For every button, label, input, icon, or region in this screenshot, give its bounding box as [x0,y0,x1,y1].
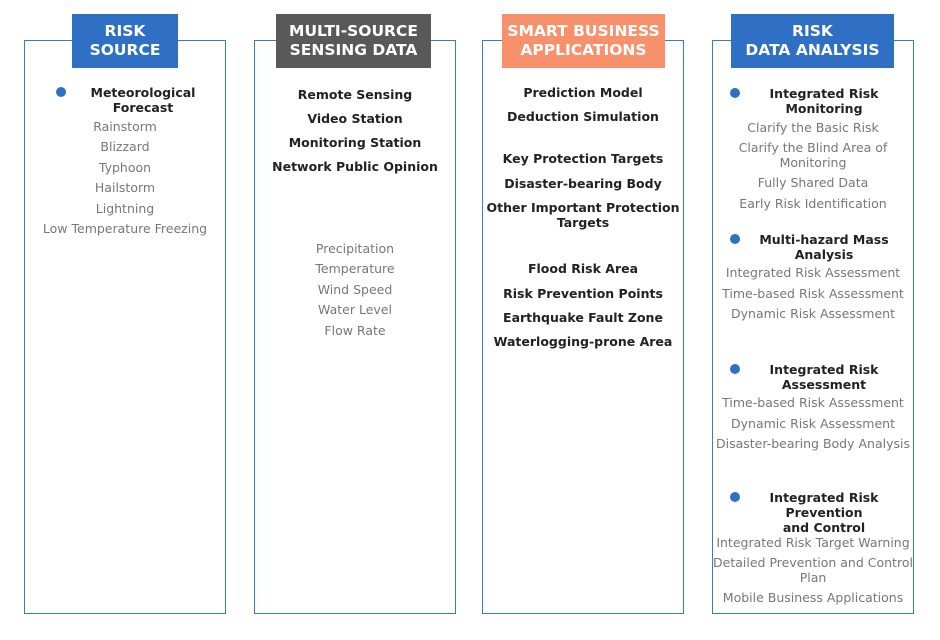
analysis-section-heading: Multi-hazard Mass Analysis [759,232,889,262]
sensing-data-item: Wind Speed [317,282,393,297]
analysis-item: Dynamic Risk Assessment [731,306,895,321]
app-area-item: Flood Risk Area [527,261,639,276]
risk-source-item: Typhoon [98,160,152,175]
business-apps-panel [482,40,684,614]
analysis-item: Dynamic Risk Assessment [731,416,895,431]
analysis-item: Clarify the Blind Area of Monitoring [738,140,888,170]
bullet-icon [730,88,740,98]
risk-source-item: Blizzard [100,139,150,154]
analysis-item: Disaster-bearing Body Analysis [716,436,910,451]
app-model-item: Deduction Simulation [507,109,659,124]
bullet-icon [730,364,740,374]
app-target-item: Disaster-bearing Body [504,176,662,191]
sensing-data-item: Water Level [318,302,392,317]
risk-source-item: Rainstorm [93,119,157,134]
analysis-item: Detailed Prevention and Control Plan [713,555,913,585]
analysis-section-heading: Integrated Risk Assessment [769,362,879,392]
sensing-data-item: Precipitation [315,241,395,256]
sensing-data-header: MULTI-SOURCE SENSING DATA [276,14,431,68]
analysis-section-heading: Integrated Risk Monitoring [769,86,879,116]
sensing-source-item: Network Public Opinion [272,159,438,174]
analysis-item: Fully Shared Data [757,175,869,190]
business-apps-header: SMART BUSINESS APPLICATIONS [502,14,665,68]
sensing-data-item: Flow Rate [324,323,386,338]
analysis-item: Time-based Risk Assessment [722,286,904,301]
app-target-item: Other Important Protection Targets [486,200,680,230]
app-area-item: Risk Prevention Points [503,286,663,301]
analysis-item: Early Risk Identification [739,196,887,211]
analysis-item: Integrated Risk Target Warning [716,535,910,550]
risk-analysis-header: RISK DATA ANALYSIS [731,14,894,68]
meteorological-forecast-heading: Meteorological Forecast [90,85,196,115]
analysis-item: Clarify the Basic Risk [747,120,879,135]
analysis-item: Time-based Risk Assessment [722,395,904,410]
sensing-data-item: Temperature [315,261,395,276]
bullet-icon [56,87,66,97]
analysis-item: Integrated Risk Assessment [725,265,901,280]
bullet-icon [730,234,740,244]
bullet-icon [730,492,740,502]
sensing-source-item: Monitoring Station [288,135,422,150]
app-area-item: Waterlogging-prone Area [493,334,673,349]
risk-source-item: Lightning [95,201,155,216]
analysis-item: Mobile Business Applications [722,590,904,605]
sensing-source-item: Remote Sensing [297,87,413,102]
sensing-source-item: Video Station [307,111,403,126]
app-area-item: Earthquake Fault Zone [503,310,663,325]
risk-source-header: RISK SOURCE [72,14,178,68]
risk-source-item: Low Temperature Freezing [42,221,208,236]
analysis-section-heading: Integrated Risk Prevention and Control [769,490,879,535]
app-target-item: Key Protection Targets [502,151,664,166]
app-model-item: Prediction Model [523,85,643,100]
risk-source-item: Hailstorm [94,180,156,195]
